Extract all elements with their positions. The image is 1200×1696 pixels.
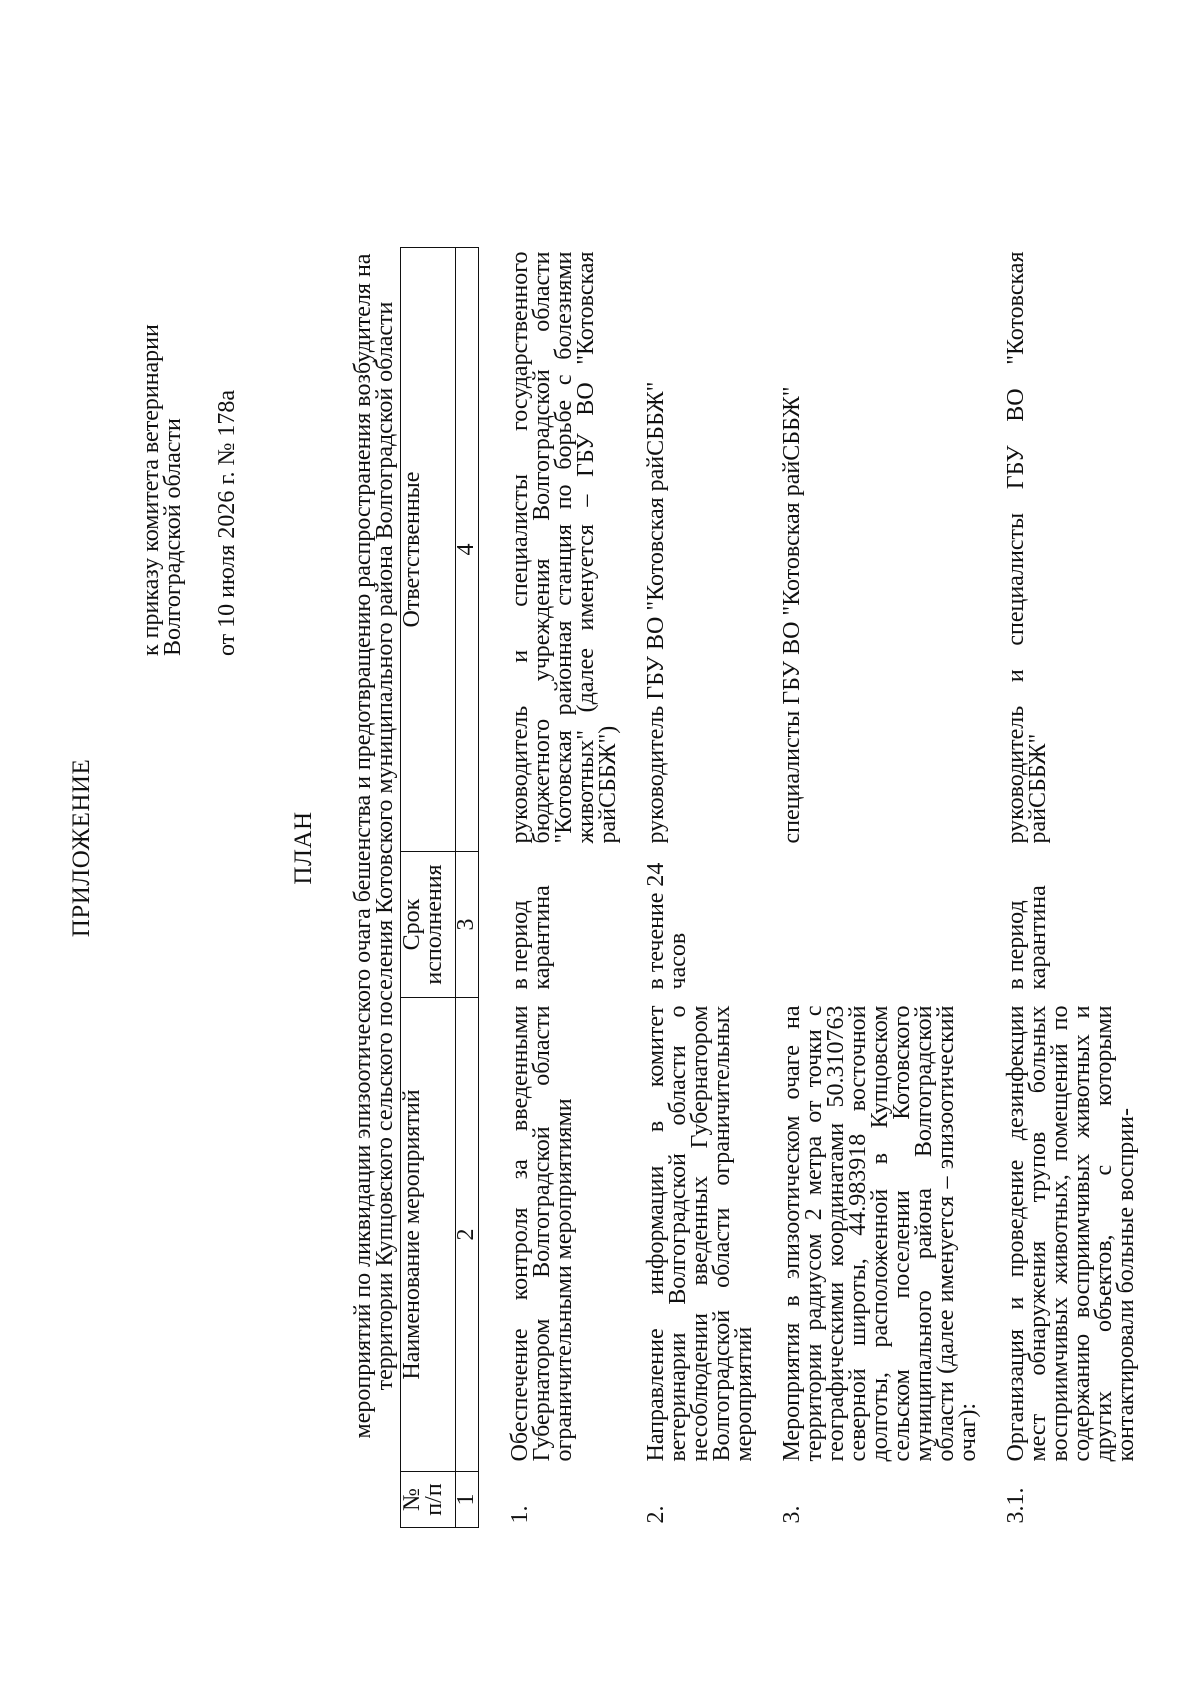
plan-subtitle-line1: мероприятий по ликвидации эпизоотического очага бешенства и предотвращению распространения возбудителя на <box>350 253 376 1439</box>
row-responsible: руководитель и специалисты государственного бюджетного учреждения Волгоградской области "Котовская районная станция по борьбе с болезнями животных" (далее именуется – ГБУ ВО "Котовская райСББЖ") <box>507 251 621 844</box>
order-date: от 10 июля 2026 г. № 178а <box>214 389 240 656</box>
row-action: Направление информации в комитет ветеринарии Волгоградской области о несоблюдении введенных Губернатором Волгоградской области ограничительных мероприятий <box>643 1005 757 1462</box>
table-row <box>993 248 1151 1528</box>
column-number-1: 1 <box>456 1472 479 1528</box>
table-row <box>769 248 993 1528</box>
order-reference-line1: к приказу комитета ветеринарии <box>138 324 164 656</box>
row-responsible: руководитель ГБУ ВО "Котовская райСББЖ" <box>643 381 669 844</box>
row-action: Организация и проведение дезинфекции мест обнаружения трупов больных восприимчивых животных, помещений по содержанию восприимчивых животных и других объектов, с которыми контактировали больные восприи- <box>1003 1005 1139 1462</box>
order-reference-line2: Волгоградской области <box>160 418 186 656</box>
column-number-3: 3 <box>456 852 479 998</box>
row-term: в период карантина <box>1003 885 1051 990</box>
column-number-2: 2 <box>456 998 479 1472</box>
column-number-4: 4 <box>456 248 479 852</box>
column-header-action: Наименование мероприятий <box>401 998 456 1472</box>
column-header-number: № п/п <box>401 1472 456 1528</box>
appendix-title: ПРИЛОЖЕНИЕ <box>68 758 95 938</box>
table-header-row <box>401 248 456 1528</box>
row-term: в период карантина <box>507 885 555 990</box>
row-responsible: руководитель и специалисты ГБУ ВО "Котовская райСББЖ" <box>1003 251 1051 844</box>
plan-subtitle-line2: территории Купцовского сельского поселения Котовского муниципального района Волгоградской области <box>372 301 398 1391</box>
column-header-responsible: Ответственные <box>401 248 456 852</box>
column-header-term: Срок исполнения <box>401 852 456 998</box>
plan-subtitle <box>352 246 396 1446</box>
row-number: 3. <box>779 1505 805 1524</box>
order-reference <box>140 96 238 656</box>
row-action: Обеспечение контроля за введенными Губернатором Волгоградской области ограничительными мероприятиями <box>507 1005 577 1462</box>
row-number: 2. <box>643 1505 669 1524</box>
table-row <box>633 248 769 1528</box>
row-action: Мероприятия в эпизоотическом очаге на территории радиусом 2 метра от точки с географическими координатами 50.310763 северной широты, 44.983918 восточной долготы, расположенной в Купцовском сельском поселении Котовского муниципального района Волгоградской области (далее именуется – эпизоотический очаг): <box>779 1005 981 1462</box>
row-number: 3.1. <box>1003 1487 1029 1524</box>
table-column-numbers-row <box>456 248 479 1528</box>
plan-table <box>400 247 1151 1528</box>
table-row <box>479 248 634 1528</box>
row-term: в течение 24 часов <box>643 862 691 990</box>
row-term <box>769 852 993 998</box>
row-responsible: специалисты ГБУ ВО "Котовская райСББЖ" <box>779 386 805 844</box>
row-number: 1. <box>507 1505 533 1524</box>
plan-title: ПЛАН <box>290 811 317 885</box>
